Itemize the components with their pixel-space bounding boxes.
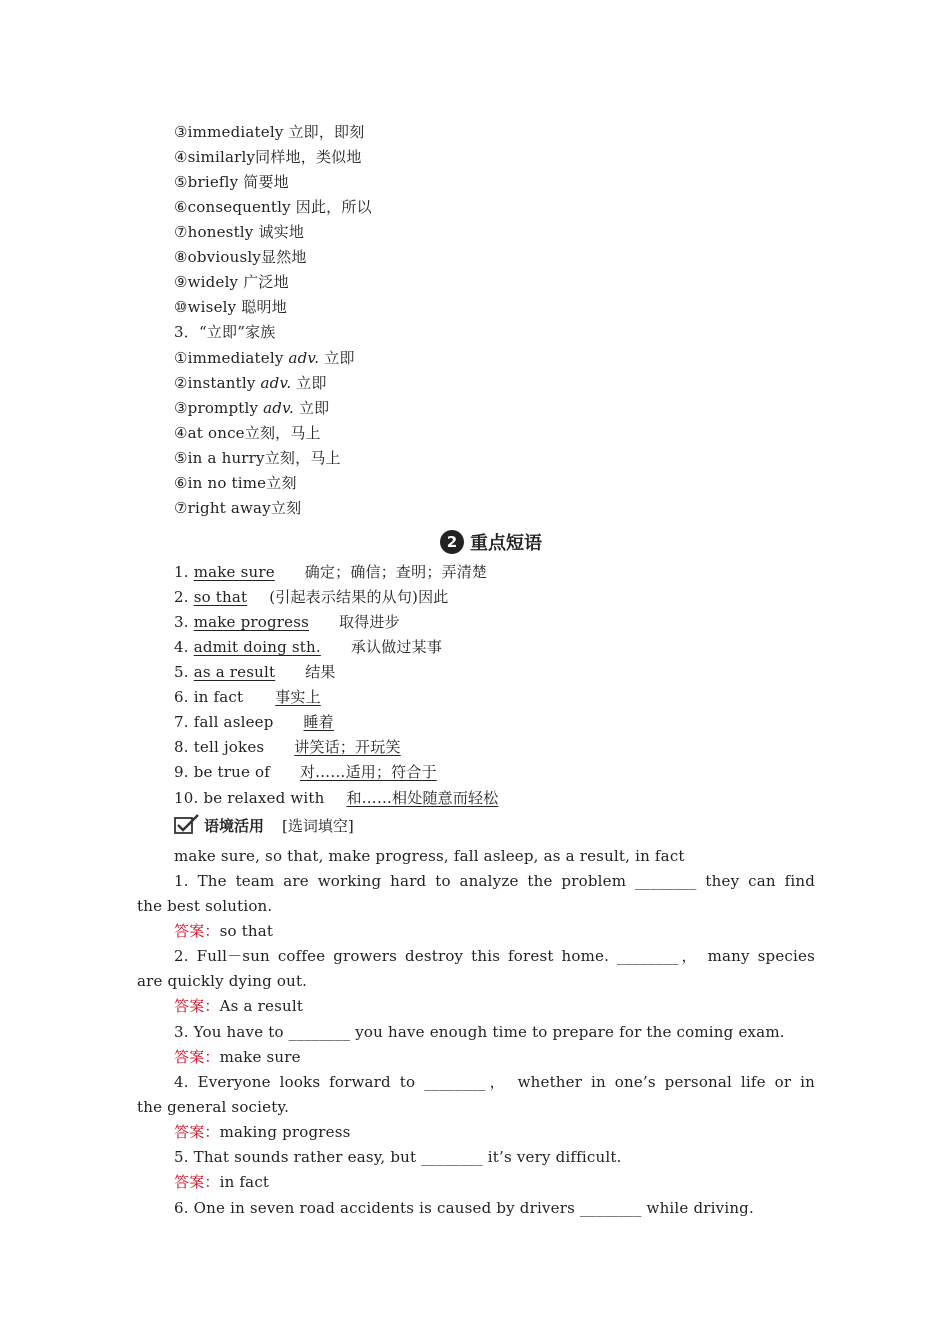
family-heading: 3．“立即”家族 <box>174 323 276 341</box>
family-pos: adv. <box>260 374 292 392</box>
answer-label: 答案： <box>174 1123 220 1141</box>
family-item <box>174 371 327 396</box>
answer-text: As a result <box>219 997 304 1015</box>
family-item: ⑦right away立刻 <box>174 499 302 517</box>
family-item <box>174 396 329 421</box>
answer-line <box>174 919 273 944</box>
phrase-en: be true of <box>193 763 271 781</box>
family-item: ⑤in a hurry立刻，马上 <box>174 449 341 467</box>
practice-title: 语境活用 <box>204 817 265 835</box>
answer-label: 答案： <box>174 922 220 940</box>
adverb-item: ⑥consequently 因此，所以 <box>174 198 372 216</box>
family-meaning: 立即 <box>324 349 355 367</box>
family-pos: adv. <box>263 399 294 417</box>
answer-label: 答案： <box>174 1048 220 1066</box>
phrase-row <box>174 760 437 785</box>
phrase-num: 8. <box>174 738 189 756</box>
family-meaning: 立即 <box>298 399 330 417</box>
phrase-row <box>174 735 401 760</box>
family-pos: adv. <box>288 349 320 367</box>
phrase-num: 7. <box>174 713 189 731</box>
phrase-row <box>174 710 334 735</box>
phrase-en: tell jokes <box>193 738 265 756</box>
question-line: 4. Everyone looks forward to ________， whether in one’s personal life or in <box>174 1073 815 1091</box>
family-item: ⑥in no time立刻 <box>174 474 297 492</box>
family-num: ③ <box>174 399 188 417</box>
question-line: 2. Full－sun coffee growers destroy this forest home. ________， many species <box>174 947 815 965</box>
phrase-row <box>174 685 321 710</box>
family-item: ④at once立刻，马上 <box>174 424 321 442</box>
phrase-cn: 确定；确信；查明；弄清楚 <box>304 563 488 581</box>
phrase-num: 5. <box>174 663 189 681</box>
answer-text: making progress <box>219 1123 351 1141</box>
section-heading <box>440 528 542 556</box>
adverb-item: ⑤briefly 简要地 <box>174 173 289 191</box>
question-line: the general society. <box>137 1098 290 1116</box>
question-line: 5. That sounds rather easy, but ________ it’s very difficult. <box>174 1148 622 1166</box>
phrase-num: 3. <box>174 613 189 631</box>
answer-label: 答案： <box>174 1173 220 1191</box>
answer-line <box>174 994 303 1019</box>
phrase-row <box>174 660 336 685</box>
question-line: 6. One in seven road accidents is caused by drivers ________ while driving. <box>174 1199 754 1217</box>
phrase-en: be relaxed with <box>203 789 325 807</box>
answer-line <box>174 1045 301 1070</box>
section-title: 重点短语 <box>470 533 542 554</box>
answer-line <box>174 1170 269 1195</box>
family-meaning: 立即 <box>296 374 327 392</box>
phrase-cn: 对……适用；符合于 <box>299 763 437 781</box>
phrase-num: 2. <box>174 588 189 606</box>
phrase-en: admit doing sth. <box>193 638 321 656</box>
question-line: are quickly dying out. <box>137 972 308 990</box>
phrase-en: make progress <box>193 613 310 631</box>
phrase-num: 10. <box>174 789 199 807</box>
phrase-cn: 睡着 <box>303 713 334 731</box>
phrase-cn: 和……相处随意而轻松 <box>346 789 499 807</box>
phrase-num: 4. <box>174 638 189 656</box>
family-num: ② <box>174 374 188 392</box>
answer-line <box>174 1120 351 1145</box>
phrase-en: fall asleep <box>193 713 274 731</box>
practice-heading <box>174 813 354 838</box>
phrase-row <box>174 610 400 635</box>
adverb-item: ⑩wisely 聪明地 <box>174 298 287 316</box>
adverb-item: ⑨widely 广泛地 <box>174 273 289 291</box>
answer-text: in fact <box>219 1173 270 1191</box>
question-line: the best solution. <box>137 897 273 915</box>
family-item <box>174 346 355 371</box>
phrase-cn: 取得进步 <box>338 613 400 631</box>
phrase-num: 9. <box>174 763 189 781</box>
phrase-cn: 结果 <box>305 663 336 681</box>
phrase-cn: 事实上 <box>275 688 321 706</box>
phrase-num: 1. <box>174 563 189 581</box>
phrase-en: as a result <box>193 663 276 681</box>
family-word: immediately <box>187 349 284 367</box>
phrase-num: 6. <box>174 688 189 706</box>
adverb-item: ④similarly同样地，类似地 <box>174 148 362 166</box>
answer-label: 答案： <box>174 997 220 1015</box>
section-number-badge: 2 <box>440 530 464 554</box>
adverb-item: ⑧obviously显然地 <box>174 248 307 266</box>
phrase-row <box>174 786 498 811</box>
family-word: instantly <box>187 374 256 392</box>
family-num: ① <box>174 349 188 367</box>
answer-text: so that <box>219 922 274 940</box>
phrase-en: in fact <box>193 688 244 706</box>
family-word: promptly <box>187 399 259 417</box>
pencil-check-icon <box>174 813 200 839</box>
phrase-row <box>174 560 487 585</box>
word-bank: make sure, so that, make progress, fall asleep, as a result, in fact <box>174 847 685 865</box>
adverb-item: ⑦honestly 诚实地 <box>174 223 305 241</box>
phrase-row <box>174 585 449 610</box>
answer-text: make sure <box>219 1048 301 1066</box>
phrase-cn: 讲笑话；开玩笑 <box>294 738 401 756</box>
phrase-en: make sure <box>193 563 275 581</box>
phrase-row <box>174 635 442 660</box>
question-line: 3. You have to ________ you have enough time to prepare for the coming exam. <box>174 1023 785 1041</box>
adverb-item: ③immediately 立即，即刻 <box>174 123 365 141</box>
phrase-cn: (引起表示结果的从句)因此 <box>269 588 449 606</box>
phrase-en: so that <box>193 588 248 606</box>
practice-note: [选词填空] <box>282 817 354 835</box>
question-line: 1. The team are working hard to analyze the problem ________ they can find <box>174 872 815 890</box>
phrase-cn: 承认做过某事 <box>350 638 443 656</box>
